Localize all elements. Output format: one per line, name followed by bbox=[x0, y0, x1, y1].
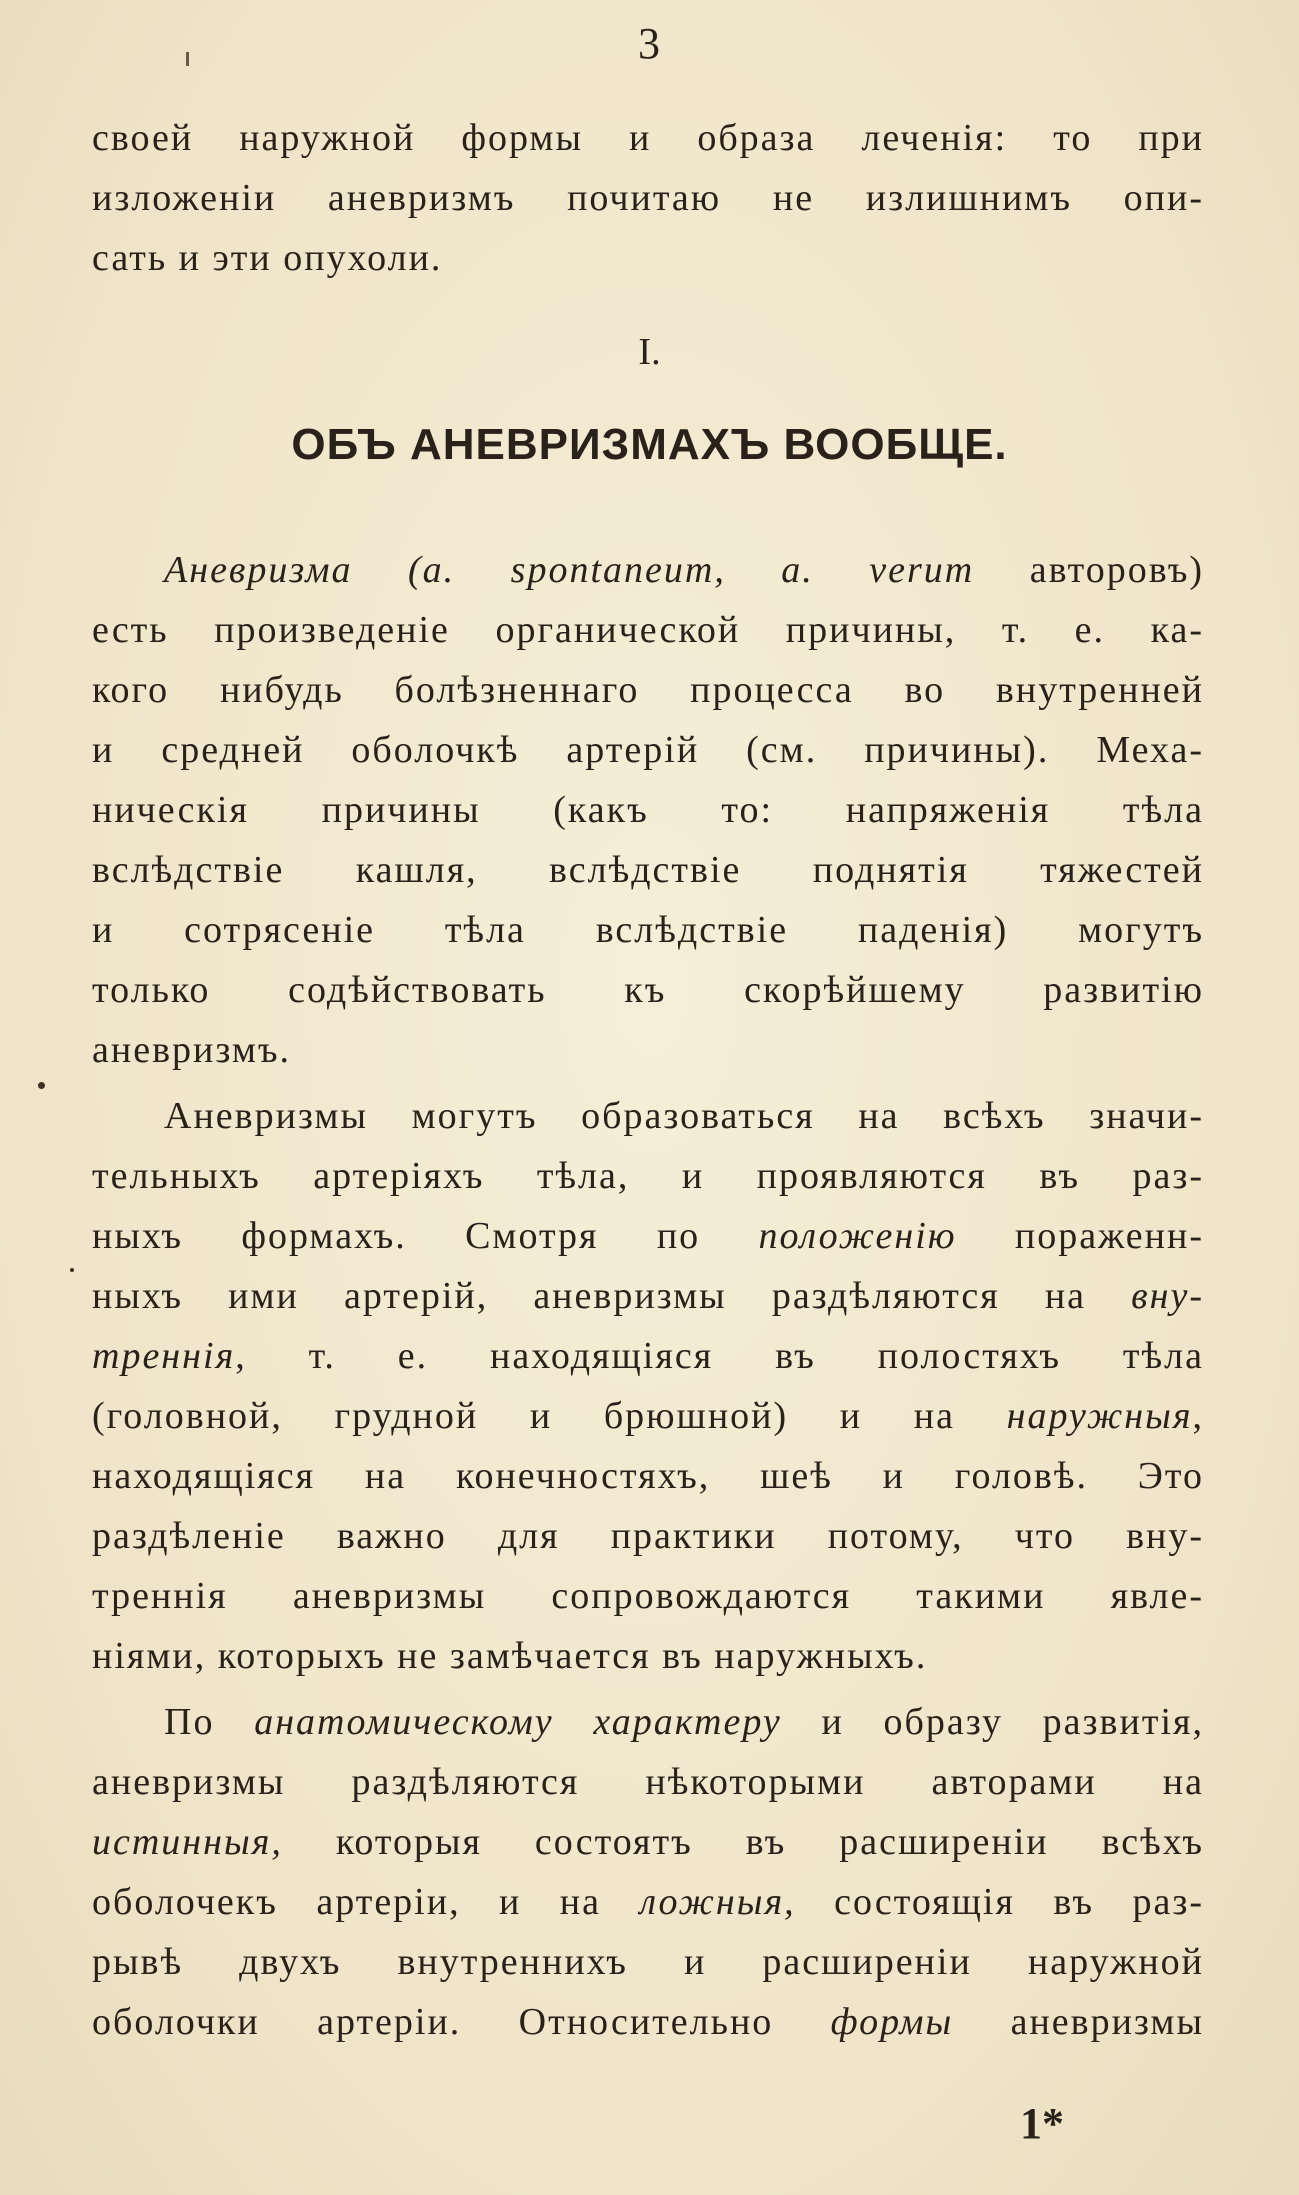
text-run: ныхъ ими артерій, аневризмы раздѣляются на bbox=[92, 1275, 1132, 1317]
text-line: тельныхъ артеріяхъ тѣла, и проявляются въ раз- bbox=[92, 1155, 1204, 1197]
text-line: треннія аневризмы сопровождаются такими явле- bbox=[92, 1575, 1204, 1617]
italic-text: истинныя, bbox=[92, 1821, 283, 1863]
text-line: аневризмы раздѣляются нѣкоторыми авторами на bbox=[92, 1761, 1204, 1803]
text-line: есть произведеніе органической причины, т. е. ка- bbox=[92, 609, 1204, 651]
text-run: состоящія въ раз- bbox=[795, 1881, 1205, 1923]
italic-text: положенію bbox=[758, 1215, 957, 1257]
text-run: аневризмы bbox=[953, 2001, 1204, 2043]
text-line: ніями, которыхъ не замѣчается въ наружныхъ. bbox=[92, 1635, 928, 1677]
signature-mark: 1* bbox=[1020, 2099, 1064, 2148]
text-run: , bbox=[1192, 1395, 1204, 1437]
page-number: 3 bbox=[638, 19, 661, 68]
text-run: По bbox=[164, 1701, 255, 1743]
body-text bbox=[92, 540, 1204, 2052]
text-line: только содѣйствовать къ скорѣйшему развитію bbox=[92, 969, 1204, 1011]
margin-dot bbox=[70, 1268, 74, 1272]
text-run: , т. е. находящіяся въ полостяхъ тѣла bbox=[235, 1335, 1204, 1377]
text-line: рывѣ двухъ внутреннихъ и расширеніи наружной bbox=[92, 1941, 1204, 1983]
text-line bbox=[92, 1692, 1204, 1752]
text-run: (головной, грудной и брюшной) и на bbox=[92, 1395, 1007, 1437]
text-run: оболочекъ артеріи, и на bbox=[92, 1881, 640, 1923]
text-line bbox=[92, 1326, 1204, 1386]
text-line: Аневризмы могутъ образоваться на всѣхъ значи- bbox=[164, 1095, 1204, 1137]
text-line: аневризмъ. bbox=[92, 1029, 292, 1071]
text-line: кого нибудь болѣзненнаго процесса во внутренней bbox=[92, 669, 1204, 711]
italic-text: наружныя bbox=[1006, 1395, 1193, 1437]
text-line bbox=[92, 540, 1204, 600]
text-line: изложеніи аневризмъ почитаю не излишнимъ опи- bbox=[92, 177, 1204, 219]
text-line: и средней оболочкѣ артерій (см. причины). Меха- bbox=[92, 729, 1204, 771]
intro-paragraph bbox=[92, 108, 1204, 288]
text-line: и сотрясеніе тѣла вслѣдствіе паденія) могутъ bbox=[92, 909, 1204, 951]
text-run: оболочки артеріи. Относительно bbox=[92, 2001, 831, 2043]
section-numeral: I. bbox=[638, 331, 661, 373]
text-line bbox=[92, 1386, 1204, 1446]
italic-text: ложныя, bbox=[639, 1881, 796, 1923]
italic-text: анатомическому характеру bbox=[254, 1701, 782, 1743]
text-run: и образу развитія, bbox=[781, 1701, 1204, 1743]
text-line: ническія причины (какъ то: напряженія тѣла bbox=[92, 789, 1204, 831]
text-line bbox=[92, 1206, 1204, 1266]
margin-dot bbox=[38, 1082, 45, 1089]
text-line: находящіяся на конечностяхъ, шеѣ и головѣ. Это bbox=[92, 1455, 1204, 1497]
text-run: авторовъ) bbox=[974, 549, 1204, 591]
italic-text: треннія bbox=[92, 1335, 236, 1377]
text-line bbox=[92, 1872, 1204, 1932]
text-line: своей наружной формы и образа леченія: то при bbox=[92, 117, 1204, 159]
text-run: пораженн- bbox=[956, 1215, 1205, 1257]
section-title: ОБЪ АНЕВРИЗМАХЪ ВООБЩЕ. bbox=[291, 420, 1008, 469]
text-line: раздѣленіе важно для практики потому, что вну- bbox=[92, 1515, 1204, 1557]
text-line bbox=[92, 1812, 1204, 1872]
text-line bbox=[92, 1992, 1204, 2052]
text-line: сать и эти опухоли. bbox=[92, 237, 443, 279]
text-run: ныхъ формахъ. Смотря по bbox=[92, 1215, 759, 1257]
text-line bbox=[92, 1266, 1204, 1326]
italic-text: Аневризма (a. spontaneum, a. verum bbox=[164, 549, 975, 591]
italic-text: формы bbox=[830, 2001, 954, 2043]
text-run: которыя состоятъ въ расширеніи всѣхъ bbox=[282, 1821, 1204, 1863]
text-line: вслѣдствіе кашля, вслѣдствіе поднятія тяжестей bbox=[92, 849, 1204, 891]
italic-text: вну- bbox=[1131, 1275, 1204, 1317]
